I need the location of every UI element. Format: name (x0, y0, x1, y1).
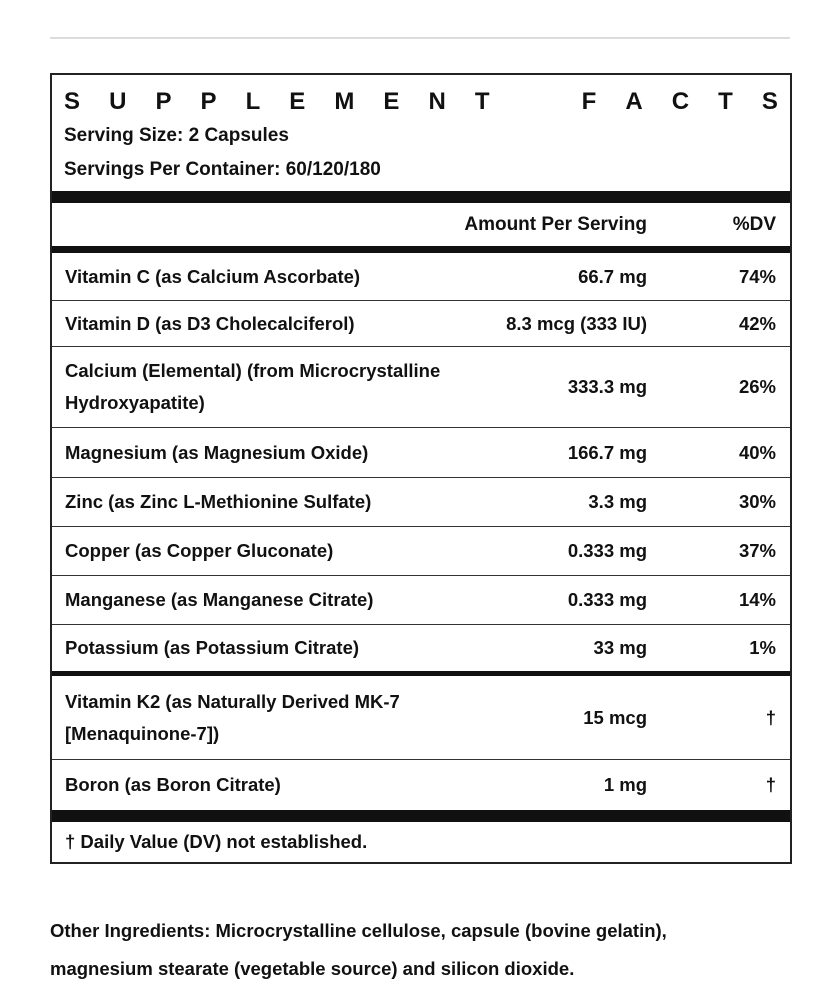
nutrient-name: Copper (as Copper Gluconate) (65, 540, 334, 561)
title-letter: N (428, 88, 446, 115)
nutrient-dv: 14% (738, 589, 776, 610)
nutrient-dv: 74% (738, 265, 776, 287)
column-header-dv: %DV (732, 213, 776, 235)
servings-per-container: Servings Per Container: 60/120/180 (64, 159, 381, 180)
top-divider (50, 37, 790, 39)
other-ingredients (50, 912, 790, 988)
nutrient-name: Boron (as Boron Citrate) (65, 774, 281, 795)
title-letter: C (671, 88, 690, 115)
other-ingredients-line: Other Ingredients: Microcrystalline cellulose, capsule (bovine gelatin), (50, 920, 667, 941)
nutrient-amount: 3.3 mg (588, 491, 647, 512)
nutrient-dv: 30% (738, 491, 776, 512)
nutrient-dv: † (765, 706, 776, 728)
nutrient-row (52, 760, 790, 810)
serving-size: Serving Size: 2 Capsules (64, 125, 289, 146)
nutrient-name: Vitamin D (as D3 Cholecalciferol) (65, 312, 355, 334)
nutrient-name (52, 355, 447, 419)
nutrient-amount: 0.333 mg (567, 589, 647, 610)
title-letter: S (761, 88, 778, 115)
nutrient-dv: 40% (738, 441, 776, 463)
thick-divider (52, 191, 790, 203)
nutrient-name: Zinc (as Zinc L-Methionine Sulfate) (65, 491, 372, 512)
nutrient-dv: † (765, 774, 776, 795)
nutrient-name: Potassium (as Potassium Citrate) (65, 637, 360, 658)
title-word-gap (519, 87, 553, 117)
thick-divider (52, 810, 790, 822)
nutrient-name-line: [Menaquinone-7]) (65, 722, 220, 744)
nutrient-dv: 42% (738, 312, 776, 334)
nutrient-row (52, 625, 790, 671)
nutrient-row (52, 527, 790, 576)
nutrient-row (52, 478, 790, 527)
nutrient-amount: 33 mg (593, 637, 647, 658)
title-letter: P (155, 88, 172, 115)
nutrient-name-line: Vitamin K2 (as Naturally Derived MK-7 (65, 690, 400, 712)
title-letter: U (109, 88, 127, 115)
title-letter: S (64, 88, 81, 115)
nutrient-row (52, 576, 790, 625)
nutrient-name: Magnesium (as Magnesium Oxide) (65, 441, 369, 463)
nutrient-amount: 333.3 mg (567, 376, 647, 397)
nutrient-name: Manganese (as Manganese Citrate) (65, 589, 374, 610)
title-letter: T (474, 88, 490, 115)
nutrient-name-line: Calcium (Elemental) (from Microcrystalline (65, 360, 441, 381)
panel-title (64, 87, 778, 117)
title-letter: F (581, 88, 597, 115)
nutrient-amount: 1 mg (603, 774, 647, 795)
nutrient-dv: 37% (738, 540, 776, 561)
nutrient-amount: 15 mcg (583, 706, 647, 728)
panel-header (52, 75, 790, 183)
column-header-row (52, 203, 790, 253)
nutrient-dv: 26% (738, 376, 776, 397)
supplement-facts-panel (50, 73, 792, 864)
title-letter: L (245, 88, 261, 115)
title-letter: E (383, 88, 400, 115)
nutrient-row (52, 676, 790, 760)
nutrient-dv: 1% (749, 637, 776, 658)
nutrient-row (52, 347, 790, 428)
nutrient-name-line: Hydroxyapatite) (65, 392, 205, 413)
nutrient-amount: 8.3 mcg (333 IU) (506, 312, 647, 334)
column-header-amount: Amount Per Serving (464, 213, 647, 235)
dv-footnote: † Daily Value (DV) not established. (65, 831, 368, 852)
nutrient-name: Vitamin C (as Calcium Ascorbate) (65, 265, 361, 287)
nutrient-row (52, 301, 790, 347)
nutrient-amount: 0.333 mg (567, 540, 647, 561)
nutrient-row (52, 428, 790, 478)
title-letter: P (200, 88, 217, 115)
nutrient-amount: 166.7 mg (567, 441, 647, 463)
nutrient-name (52, 686, 447, 750)
other-ingredients-line: magnesium stearate (vegetable source) and silicon dioxide. (50, 958, 575, 979)
nutrient-row (52, 253, 790, 301)
nutrient-amount: 66.7 mg (578, 265, 647, 287)
title-letter: T (718, 88, 733, 115)
title-letter: M (334, 88, 355, 115)
title-letter: E (289, 88, 306, 115)
title-letter: A (625, 88, 643, 115)
